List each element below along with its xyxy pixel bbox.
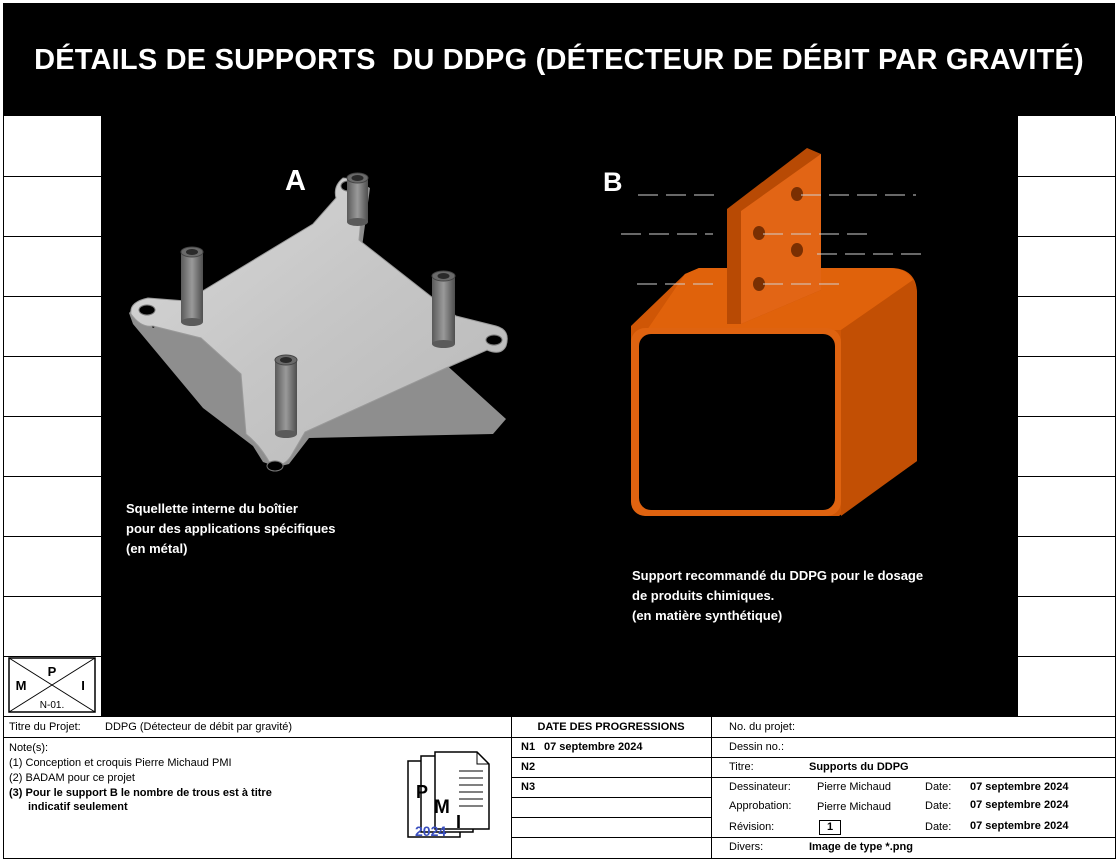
- logo-letter-m: M: [15, 678, 27, 693]
- note-3: (3) Pour le support B le nombre de trous est à titre: [9, 787, 272, 799]
- post-right: [432, 271, 455, 348]
- pmi-letter-i: I: [456, 812, 462, 832]
- drawing-number-label: Dessin no.:: [729, 741, 785, 753]
- left-frame-column: [3, 116, 102, 716]
- logo-letter-i: I: [81, 678, 85, 693]
- post-rear: [347, 173, 368, 226]
- page-title: DÉTAILS DE SUPPORTS DU DDPG (DÉTECTEUR DE DÉBIT PAR GRAVITÉ): [34, 44, 1084, 76]
- note-1: (1) Conception et croquis Pierre Michaud PMI: [9, 757, 232, 769]
- drafter-value: Pierre Michaud: [817, 781, 891, 793]
- progress-n1-code: N1: [521, 741, 536, 753]
- titre-value: Supports du DDPG: [809, 761, 909, 773]
- metal-skeleton-plate: [129, 173, 507, 471]
- approval-date-label: Date:: [925, 800, 952, 812]
- pmi-2024-logo: [407, 751, 491, 841]
- pmi-year: 2024: [415, 823, 447, 839]
- revision-date: 07 septembre 2024: [970, 820, 1069, 832]
- revision-value: 1: [819, 820, 841, 835]
- misc-label: Divers:: [729, 841, 764, 853]
- title-block: [3, 716, 1116, 859]
- note-2: (2) BADAM pour ce projet: [9, 772, 135, 784]
- post-left: [181, 247, 203, 326]
- pmi-letter-p: P: [416, 782, 429, 802]
- approval-label: Approbation:: [729, 800, 792, 812]
- figure-a-label: A: [285, 165, 306, 197]
- progress-n3-code: N3: [521, 781, 536, 793]
- right-frame-column: [1017, 116, 1116, 716]
- progress-n1-date: 07 septembre 2024: [544, 741, 643, 753]
- project-title-label: Titre du Projet:: [9, 721, 81, 733]
- misc-value: Image de type *.png: [809, 841, 913, 853]
- pmi-letter-m: M: [434, 797, 450, 818]
- drafter-date: 07 septembre 2024: [970, 781, 1069, 793]
- mpi-corner-logo: [8, 657, 96, 713]
- drafter-label: Dessinateur:: [729, 781, 791, 793]
- figure-a-caption: Squellette interne du boîtier pour des applications spécifiques (en métal): [126, 501, 336, 556]
- note-3-continued: indicatif seulement: [28, 801, 128, 813]
- titre-label: Titre:: [729, 761, 754, 773]
- drawing-area: [101, 116, 1017, 716]
- approval-value: Pierre Michaud: [817, 801, 891, 813]
- logo-letter-p: P: [47, 664, 57, 679]
- progress-n2-code: N2: [521, 761, 536, 773]
- notes-label: Note(s):: [9, 742, 49, 754]
- orange-bracket: [621, 148, 923, 516]
- project-number-label: No. du projet:: [729, 721, 796, 733]
- post-front: [275, 355, 297, 438]
- drafter-date-label: Date:: [925, 781, 952, 793]
- logo-code: N-01.: [39, 700, 65, 711]
- project-title-value: DDPG (Détecteur de débit par gravité): [105, 721, 293, 733]
- progress-header: DATE DES PROGRESSIONS: [537, 721, 685, 733]
- revision-label: Révision:: [729, 821, 775, 833]
- approval-date: 07 septembre 2024: [970, 799, 1069, 811]
- figure-b-label: B: [603, 167, 623, 197]
- revision-date-label: Date:: [925, 821, 952, 833]
- figure-b-caption: Support recommandé du DDPG pour le dosage de produits chimiques. (en matière synthétique): [632, 568, 924, 623]
